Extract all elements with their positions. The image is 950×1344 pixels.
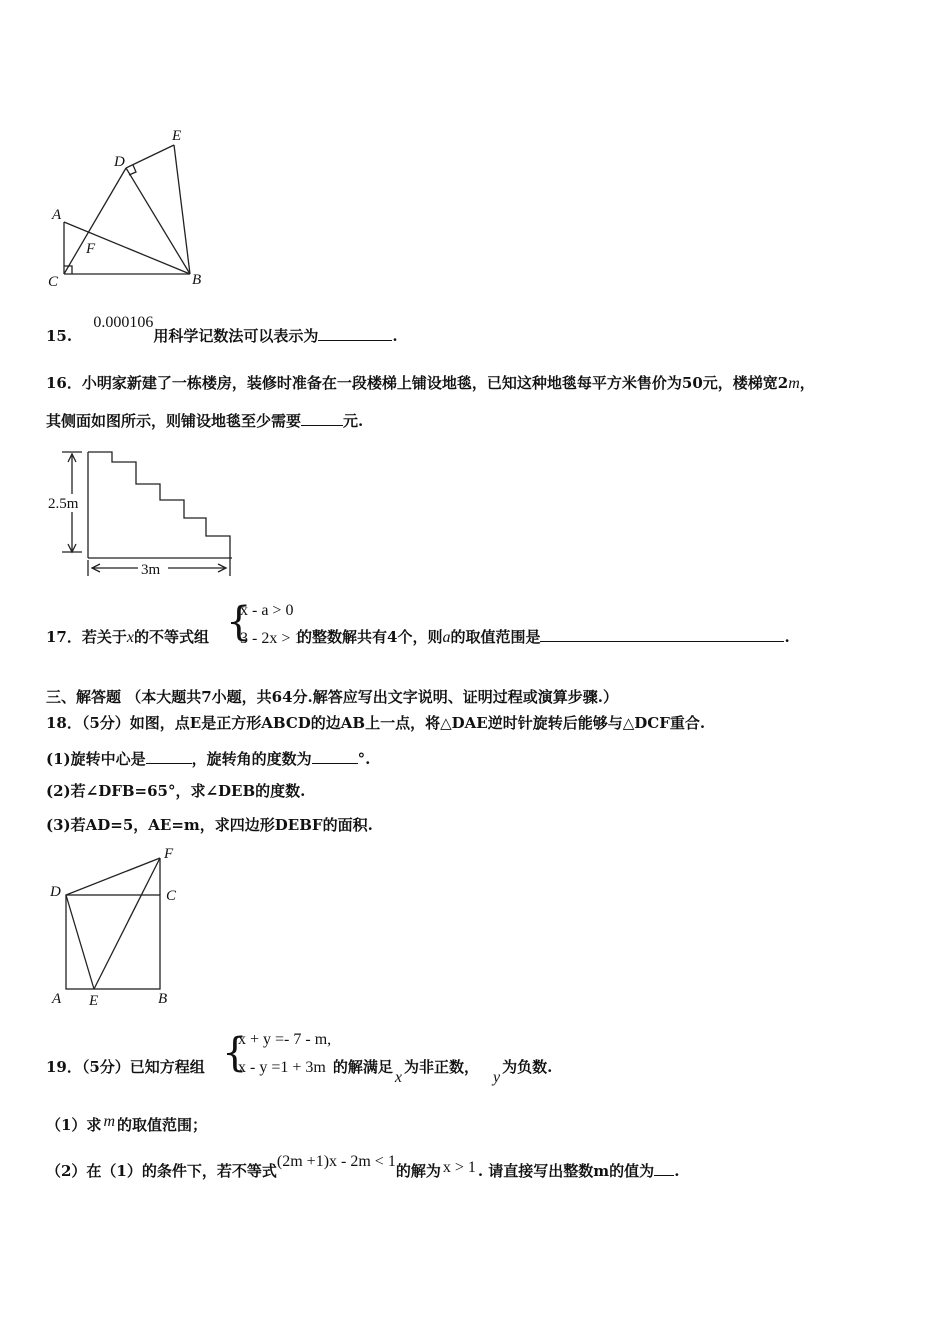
label-c: C [166,888,177,904]
q18-p1c: °. [357,750,371,768]
segment-cd [64,168,126,274]
q15-end: . [392,327,398,345]
q17-end: . [784,628,790,646]
question-18-part3: (3)若AD=5，AE=m，求四边形DEBF的面积. [46,816,373,834]
question-18-part2: (2)若∠DFB=65°，求∠DEB的度数. [46,782,306,800]
segment-ab [64,222,190,274]
q17-suffix2: 的取值范围是 [450,628,541,646]
q19-p2b: 的解为 [395,1162,441,1180]
segment-eb [174,145,190,274]
q18-p1a: (1)旋转中心是 [46,750,146,768]
q19-p1b: 的取值范围； [117,1116,208,1134]
q19-var-m: m [103,1113,115,1130]
q15-number: 15. [46,327,73,345]
q19-eq1: x + y =- 7 - m, [238,1031,332,1048]
q19-var-x: x [394,1069,402,1086]
label-d: D [114,154,125,170]
label-f: F [164,846,174,862]
question-16-line2 [46,410,363,431]
q19-eq2: x - y =1 + 3m [238,1059,326,1076]
q16-line2b: 元. [343,412,364,430]
q19-mid2: 为非正数， [403,1058,479,1076]
q17-prefix2: 的不等式组 [133,628,209,646]
q17-answer-blank[interactable] [540,627,784,642]
question-18-part1 [46,748,370,769]
section-3-title: 三、解答题 （本大题共7小题，共64分.解答应写出文字说明、证明过程或演算步骤.） [46,688,618,706]
q17-ineq1: x - a > 0 [240,602,294,619]
q17-prefix1: 17．若关于 [46,628,127,646]
label-c: C [48,274,59,290]
figure-stairs [44,444,244,582]
question-16-line1 [46,372,815,393]
question-19-part1 [46,1114,207,1135]
segment-de [66,895,94,989]
segment-df [66,858,160,895]
segment-db [126,168,190,274]
label-b: B [192,272,202,288]
stairs-height-label: 2.5m [48,496,79,512]
q19-p2d: . [674,1162,680,1180]
figure-triangles [44,124,219,294]
q18-p1b: ，旋转角的度数为 [191,750,312,768]
figure-square [44,840,194,1010]
question-19-part2 [46,1153,680,1181]
question-18-stem: 18．（5分）如图，点E是正方形ABCD的边AB上一点，将△DAE逆时针旋转后能够与△DCF重合. [46,714,706,732]
q17-brace: { [226,599,252,645]
q19-answer-blank[interactable] [654,1161,674,1176]
q16-unit: m [788,375,800,392]
q19-brace: { [222,1030,248,1076]
label-f: F [86,241,96,257]
q19-mid: 的解满足 [332,1058,393,1076]
q15-value: 0.000106 [93,314,154,331]
q19-var-y: y [492,1069,501,1086]
segment-de [126,145,174,168]
q17-var-x: x [126,629,134,646]
q15-text: 用科学记数法可以表示为 [153,327,319,345]
q15-answer-blank[interactable] [318,326,392,341]
q17-var-a: a [442,629,451,646]
q19-end: 为负数. [502,1058,553,1076]
label-b: B [158,991,168,1007]
label-e: E [172,128,182,144]
q16-line1: 16．小明家新建了一栋楼房，装修时准备在一段楼梯上铺设地毯，已知这种地毯每平方米售价为50元，楼梯宽2 [46,374,789,392]
q17-ineq2: 3 - 2x > 1 [240,630,303,647]
segment-ef [94,858,160,989]
q19-ineq: (2m +1)x - 2m < 1 [276,1153,396,1170]
label-a: A [52,991,62,1007]
question-17 [46,626,790,647]
q19-p2a: （2）在（1）的条件下，若不等式 [46,1162,277,1180]
q19-p2c: . 请直接写出整数m的值为 [477,1162,655,1180]
q19-sol: x > 1 [442,1159,476,1176]
q18-center-blank[interactable] [146,749,192,764]
q16-answer-blank[interactable] [301,411,343,426]
q16-line2a: 其侧面如图所示，则铺设地毯至少需要 [46,412,302,430]
label-e: E [89,993,99,1009]
q16-comma: ， [799,374,815,392]
stairs-width-label: 3m [141,562,161,578]
q18-angle-blank[interactable] [312,749,358,764]
label-a: A [52,207,62,223]
q19-p1a: （1）求 [46,1116,102,1134]
q19-prefix: 19．（5分）已知方程组 [46,1058,205,1076]
q17-suffix1: 的整数解共有4个，则 [297,628,443,646]
label-d: D [50,884,61,900]
question-15 [46,314,398,346]
